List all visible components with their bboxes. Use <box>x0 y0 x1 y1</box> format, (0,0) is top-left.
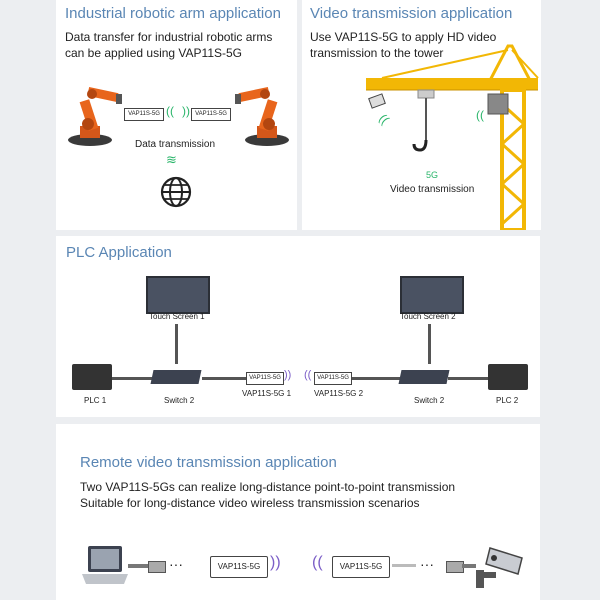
remote-video-panel <box>56 424 540 600</box>
video-panel-title: Video transmission application <box>310 5 513 22</box>
touch-screen-1-label: Touch Screen 1 <box>149 312 205 321</box>
video-desc-line1: Use VAP11S-5G to apply HD video <box>310 30 497 44</box>
robot-arm-left-icon <box>64 78 126 148</box>
cable-touch2 <box>428 324 431 364</box>
cable-touch1 <box>175 324 178 364</box>
video-5g-badge: 5G <box>426 170 439 180</box>
touch-screen-1-icon <box>146 276 210 314</box>
robotic-device-right: VAP11S-5G <box>191 108 231 121</box>
wifi-icon-remote-right: (( <box>312 554 323 571</box>
switch-left-label: Switch 2 <box>164 396 195 405</box>
remote-box-left: VAP11S-5G <box>210 556 268 578</box>
vap-box-1-label: VAP11S-5G 1 <box>242 389 292 398</box>
plc-panel-title: PLC Application <box>66 244 172 261</box>
remote-dots-left: ··· <box>169 556 183 572</box>
vap-box-2-label: VAP11S-5G 2 <box>314 389 364 398</box>
wifi-icon-camera: (( <box>376 111 392 127</box>
plc-2-icon <box>488 364 528 390</box>
cable-plc1 <box>112 377 152 380</box>
cable-laptop <box>128 564 148 568</box>
laptop-icon <box>80 544 130 588</box>
robot-arm-right-icon <box>231 78 293 148</box>
switch-left-icon <box>151 370 202 384</box>
robotic-desc-line1: Data transfer for industrial robotic arms <box>65 30 273 44</box>
video-desc-line2: transmission to the tower <box>310 46 444 60</box>
video-transmission-panel <box>302 0 541 230</box>
robotic-arm-panel <box>56 0 297 230</box>
cctv-camera-icon <box>474 542 526 590</box>
vap-box-1: VAP11S-5G <box>246 372 284 385</box>
plc-1-icon <box>72 364 112 390</box>
plc-panel <box>56 236 540 417</box>
remote-dots-right: ··· <box>420 556 434 572</box>
robotic-panel-title: Industrial robotic arm application <box>65 5 281 22</box>
cable-box-right <box>392 564 416 567</box>
switch-right-icon <box>399 370 450 384</box>
plc-1-label: PLC 1 <box>84 396 107 405</box>
wifi-icon-box2: (( <box>304 369 312 381</box>
tower-crane-icon <box>362 44 540 230</box>
wifi-icon-right: )) <box>182 104 190 118</box>
wifi-icon-left: (( <box>166 104 174 118</box>
robotic-device-left: VAP11S-5G <box>124 108 164 121</box>
touch-screen-2-label: Touch Screen 2 <box>400 312 456 321</box>
robotic-desc-line2: can be applied using VAP11S-5G <box>65 46 243 60</box>
remote-panel-title: Remote video transmission application <box>80 454 337 471</box>
cable-switch-left <box>202 377 246 380</box>
cable-connector-left <box>148 561 166 573</box>
remote-desc-line1: Two VAP11S-5Gs can realize long-distance point-to-point transmission <box>80 480 456 494</box>
vap-box-2: VAP11S-5G <box>314 372 352 385</box>
touch-screen-2-icon <box>400 276 464 314</box>
remote-box-right: VAP11S-5G <box>332 556 390 578</box>
globe-icon <box>160 176 192 208</box>
switch-right-label: Switch 2 <box>414 396 445 405</box>
wifi-icon-globe: ≋ <box>166 152 177 167</box>
wifi-icon-box1: )) <box>284 369 292 381</box>
cable-switch-right <box>352 377 400 380</box>
plc-2-label: PLC 2 <box>496 396 519 405</box>
wifi-icon-remote-left: )) <box>270 554 281 571</box>
cable-plc2 <box>448 377 488 380</box>
wifi-icon-cabin: (( <box>476 108 484 122</box>
video-caption: Video transmission <box>390 184 475 195</box>
robotic-caption: Data transmission <box>135 139 216 150</box>
remote-desc-line2: Suitable for long-distance video wireless transmission scenarios <box>80 496 420 510</box>
